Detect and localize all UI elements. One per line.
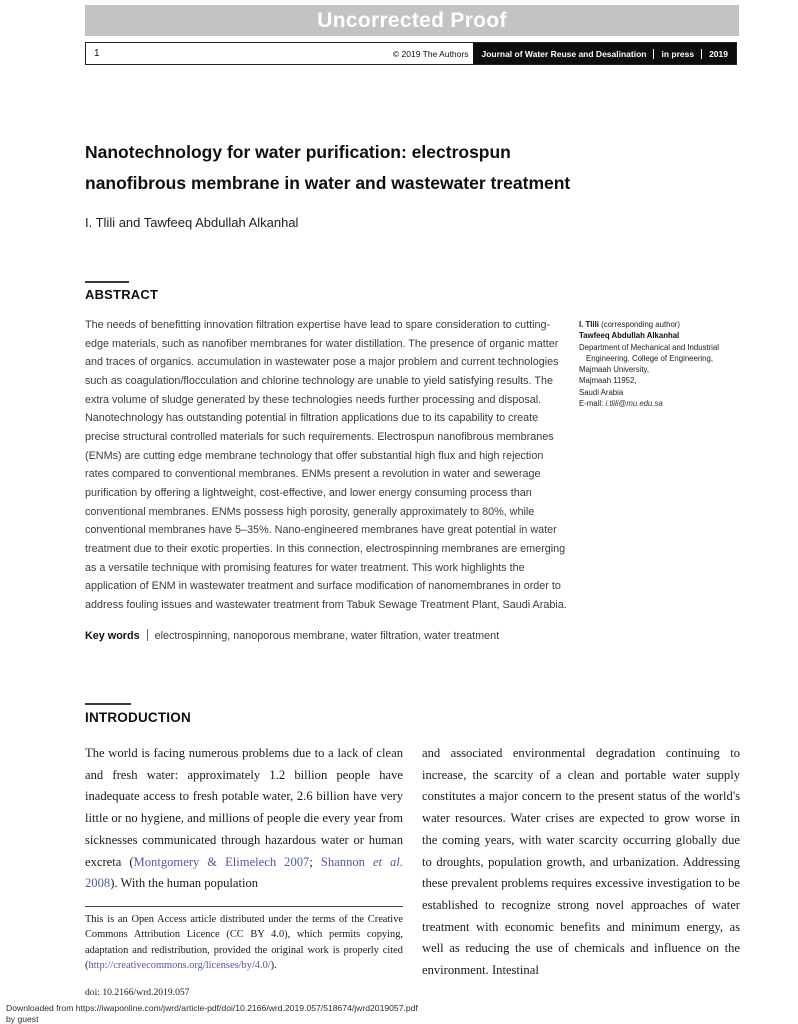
journal-year: 2019 bbox=[709, 48, 728, 59]
citation-link-montgomery[interactable]: Montgomery & Elimelech 2007 bbox=[133, 854, 310, 869]
citation-etal: et al. bbox=[372, 854, 404, 869]
citation-separator: ; bbox=[309, 854, 321, 869]
introduction-heading-rule bbox=[85, 703, 131, 705]
header-right-group bbox=[393, 43, 736, 64]
journal-title-box bbox=[473, 43, 736, 64]
keywords-line bbox=[85, 629, 568, 642]
coauthor-name bbox=[579, 330, 749, 341]
license-link[interactable]: http://creativecommons.org/licenses/by/4.0/ bbox=[88, 960, 271, 972]
journal-box-divider bbox=[701, 49, 702, 59]
doi-text: doi: 10.2166/wrd.2019.057 bbox=[85, 986, 190, 998]
keywords-list: electrospinning, nanoporous membrane, water filtration, water treatment bbox=[154, 630, 500, 642]
abstract-text: The needs of benefitting innovation filtration expertise have lead to spare consideration to cutting-edge materials, such as nanofiber membranes for water distillation. The presence of organic matter and traces of organics. accumulation in wastewater pose a major problem and current technologies such as coagulation/flocculation and chlorine technology are unable to yield satisfying results. The extra volume of sludge generated by these technologies needs further processing and disposal. Nanotechnology has outstanding potential in filtration applications due to its capability to create precise structural controlled materials for such requirements. Electrospun nanofibrous membranes (ENMs) are cutting edge membrane technology that offer substantial high flux and high rejection rates compared to conventional membranes. ENMs present a revolution in water and sewerage purification by offering a lightweight, cost-effective, and lower energy consuming process than conventional membranes. ENMs possess high porosity, generally approximately to 80%, while conventional membranes have 5–35%. Nano-engineered membranes have great potential in water treatment due to their exotic properties. In this connection, electrospinning membranes are emerging as a versatile technique with promising features for water treatment. This work highlights the application of ENM in wastewater treatment and surface modification of nanomembranes in order to address fouling issues and wastewater treatment from Tabuk Sewage Treatment Plant, Saudi Arabia. bbox=[85, 319, 567, 611]
keywords-label: Key words bbox=[85, 630, 140, 642]
page-number: 1 bbox=[94, 48, 100, 59]
affiliation-line: Engineering, College of Engineering, bbox=[586, 353, 714, 363]
intro-right-column bbox=[422, 743, 740, 982]
affiliation-line: Majmaah 11952, bbox=[579, 376, 637, 386]
uncorrected-proof-label: Uncorrected Proof bbox=[317, 9, 507, 32]
abstract-heading: ABSTRACT bbox=[85, 287, 159, 302]
intro-right-paragraph: and associated environmental degradation continuing to increase, the scarcity of a clean and portable water supply constitutes a major concern to the present status of the world's water resources. Water crises are expected to grow worse in the coming years, with water scarcity occurring globally due to droughts, population growth, and urbanization. Addressing these prevalent problems requires excessive investigation to be established to recognize strong novel approaches of water treatment with economic benefits and minimum energy, as well as reducing the use of chemicals and influence on the environment. Intestinal bbox=[422, 746, 740, 978]
journal-header-bar bbox=[85, 42, 737, 65]
footnote-text: ). bbox=[270, 960, 277, 972]
footnote-text: This is an Open Access article distributed under the terms of the Creative Commons Attribution Licence (CC BY 4.0), which permits copying, adaptation and redistribution, provided the original work is properly cited ( bbox=[85, 913, 403, 972]
intro-left-column bbox=[85, 743, 403, 1003]
download-footer bbox=[6, 1003, 418, 1024]
journal-box-divider bbox=[653, 49, 654, 59]
intro-text: ). With the human population bbox=[110, 876, 259, 891]
abstract-heading-rule bbox=[85, 281, 129, 283]
intro-left-paragraph bbox=[85, 743, 403, 895]
citation-year: 2008 bbox=[85, 876, 111, 891]
email-link[interactable]: i.tlili@mu.edu.sa bbox=[605, 399, 663, 409]
corresponding-author-note: (corresponding author) bbox=[598, 320, 680, 329]
corresponding-author-line bbox=[579, 319, 749, 330]
journal-name: Journal of Water Reuse and Desalination bbox=[481, 48, 647, 59]
download-url-line: Downloaded from https://iwaponline.com/jwrd/article-pdf/doi/10.2166/wrd.2019.057/518674/jwrd2019057.pdf bbox=[6, 1003, 418, 1013]
copyright-text: © 2019 The Authors bbox=[392, 48, 469, 59]
email-label: E-mail: bbox=[579, 399, 606, 409]
open-access-footnote bbox=[85, 912, 403, 974]
download-by-line: by guest bbox=[6, 1013, 39, 1024]
author-info-sidebar bbox=[579, 319, 749, 409]
article-title: Nanotechnology for water purification: electrospun nanofibrous membrane in water and wastewater treatment bbox=[85, 142, 571, 193]
citation-author: Shannon bbox=[320, 854, 373, 869]
uncorrected-proof-banner bbox=[85, 5, 739, 36]
corresponding-author-name: I. Tlili bbox=[579, 320, 599, 329]
coauthor-name-text: Tawfeeq Abdullah Alkanhal bbox=[579, 331, 680, 341]
footnote-rule bbox=[85, 906, 403, 907]
press-status: in press bbox=[661, 48, 695, 59]
introduction-heading: INTRODUCTION bbox=[85, 710, 191, 725]
affiliation-line: Department of Mechanical and Industrial bbox=[579, 342, 719, 352]
article-authors: I. Tlili and Tawfeeq Abdullah Alkanhal bbox=[85, 215, 299, 230]
affiliation-line: Majmaah University, bbox=[579, 365, 650, 375]
email-line bbox=[579, 398, 749, 409]
intro-text: The world is facing numerous problems due to a lack of clean and fresh water: approximately 1.2 billion people have inadequate access to fresh potable water, 2.6 billion have very little or no hygiene, and millions of people die every year from sicknesses communicated through hazardous water or human excreta ( bbox=[85, 746, 403, 869]
affiliation-line: Saudi Arabia bbox=[579, 387, 624, 397]
keywords-divider bbox=[147, 629, 148, 641]
